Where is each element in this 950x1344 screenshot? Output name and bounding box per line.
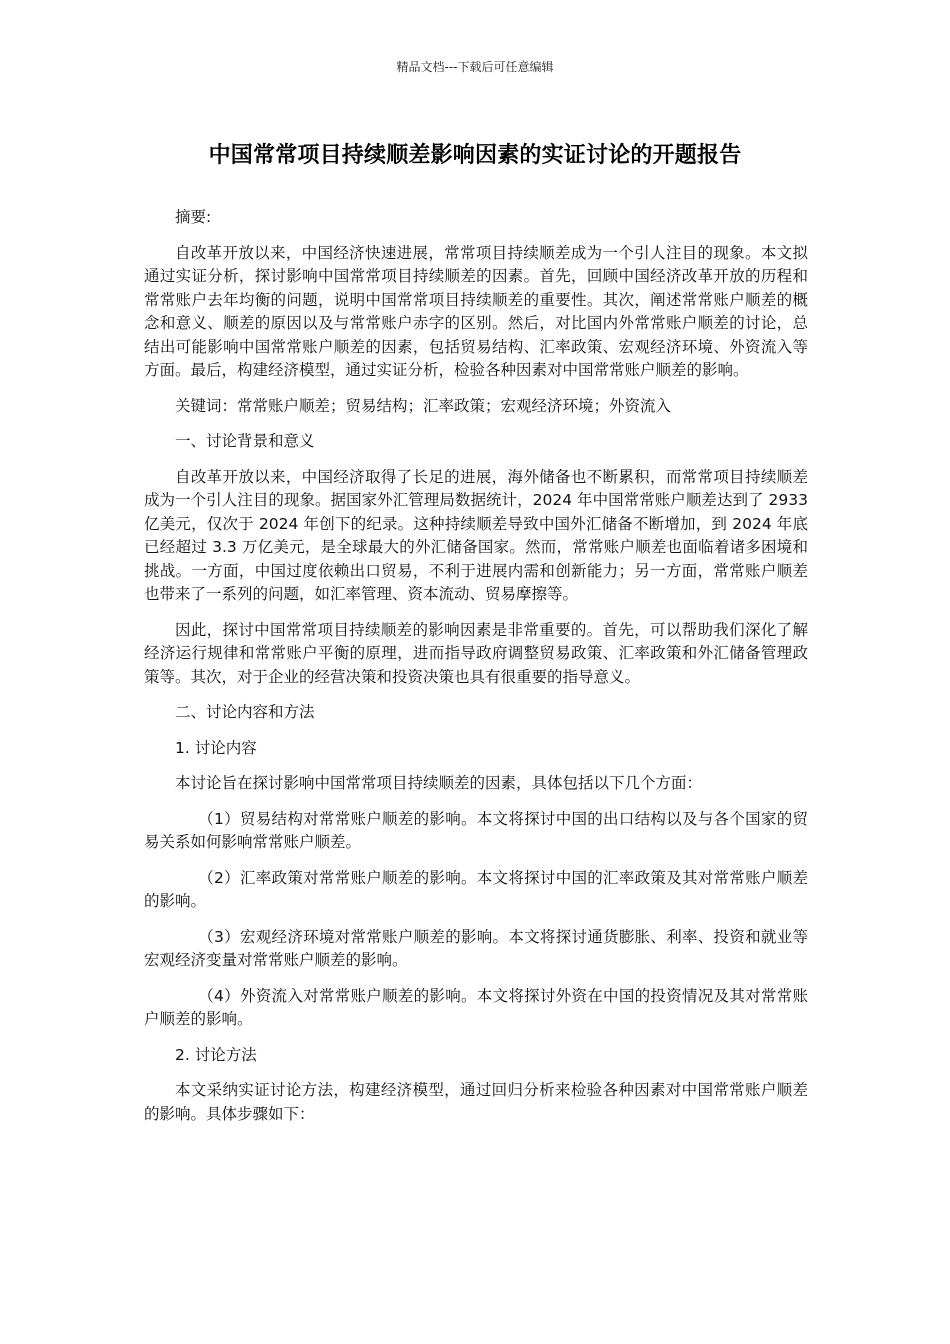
abstract-label: 摘要: [175,208,212,226]
page-title: 中国常常项目持续顺差影响因素的实证讨论的开题报告 [208,143,742,168]
section1-paragraph-1: 自改革开放以来，中国经济取得了长足的进展，海外储备也不断累积，而常常项目持续顺差成为一个引人注目的现象。据国家外汇管理局数据统计，2024 年中国常常账户顺差达到了 2933 亿美元，仅次于 2024 年创下的纪录。这种持续顺差导致中国外汇储备不断增加，到 2024 年底已经超过 3.3 万亿美元，是全球最大的外汇储备国家。然而，常常账户顺差也面临着诸多困境和挑战。一方面，中国过度依赖出口贸易，不利于进展内需和创新能力；另一方面，常常账户顺差也带来了一系列的问题，如汇率管理、资本流动、贸易摩擦等。 [144,467,808,603]
section1-heading: 一、讨论背景和意义 [175,432,315,450]
subsection1-intro: 本讨论旨在探讨影响中国常常项目持续顺差的因素，具体包括以下几个方面： [175,774,703,792]
document-body [144,206,808,1138]
header-note: 精品文档---下载后可任意编辑 [396,60,554,74]
section1-paragraph-2: 因此，探讨中国常常项目持续顺差的影响因素是非常重要的。首先，可以帮助我们深化了解经济运行规律和常常账户平衡的原理，进而指导政府调整贸易政策、汇率政策和外汇储备管理政策等。其次，对于企业的经营决策和投资决策也具有很重要的指导意义。 [144,620,808,686]
section2-heading: 二、讨论内容和方法 [175,703,315,721]
list-item: （4）外资流入对常常账户顺差的影响。本文将探讨外资在中国的投资情况及其对常常账户顺差的影响。 [144,986,808,1028]
subsection2-paragraph: 本文采纳实证讨论方法，构建经济模型，通过回归分析来检验各种因素对中国常常账户顺差的影响。具体步骤如下： [144,1081,808,1123]
subsection1-heading: 1. 讨论内容 [175,738,257,757]
list-item: （1）贸易结构对常常账户顺差的影响。本文将探讨中国的出口结构以及与各个国家的贸易关系如何影响常常账户顺差。 [144,809,808,851]
list-item: （2）汇率政策对常常账户顺差的影响。本文将探讨中国的汇率政策及其对常常账户顺差的影响。 [144,868,808,910]
subsection2-heading: 2. 讨论方法 [175,1045,257,1064]
list-item: （3）宏观经济环境对常常账户顺差的影响。本文将探讨通货膨胀、利率、投资和就业等宏观经济变量对常常账户顺差的影响。 [144,927,808,969]
abstract-paragraph: 自改革开放以来，中国经济快速进展，常常项目持续顺差成为一个引人注目的现象。本文拟通过实证分析，探讨影响中国常常项目持续顺差的因素。首先，回顾中国经济改革开放的历程和常常账户去年均衡的问题，说明中国常常项目持续顺差的重要性。其次，阐述常常账户顺差的概念和意义、顺差的原因以及与常常账户赤字的区别。然后，对比国内外常常账户顺差的讨论，总结出可能影响中国常常账户顺差的因素，包括贸易结构、汇率政策、宏观经济环境、外资流入等方面。最后，构建经济模型，通过实证分析，检验各种因素对中国常常账户顺差的影响。 [144,243,808,379]
keywords-line: 关键词：常常账户顺差；贸易结构；汇率政策；宏观经济环境；外资流入 [175,396,672,415]
